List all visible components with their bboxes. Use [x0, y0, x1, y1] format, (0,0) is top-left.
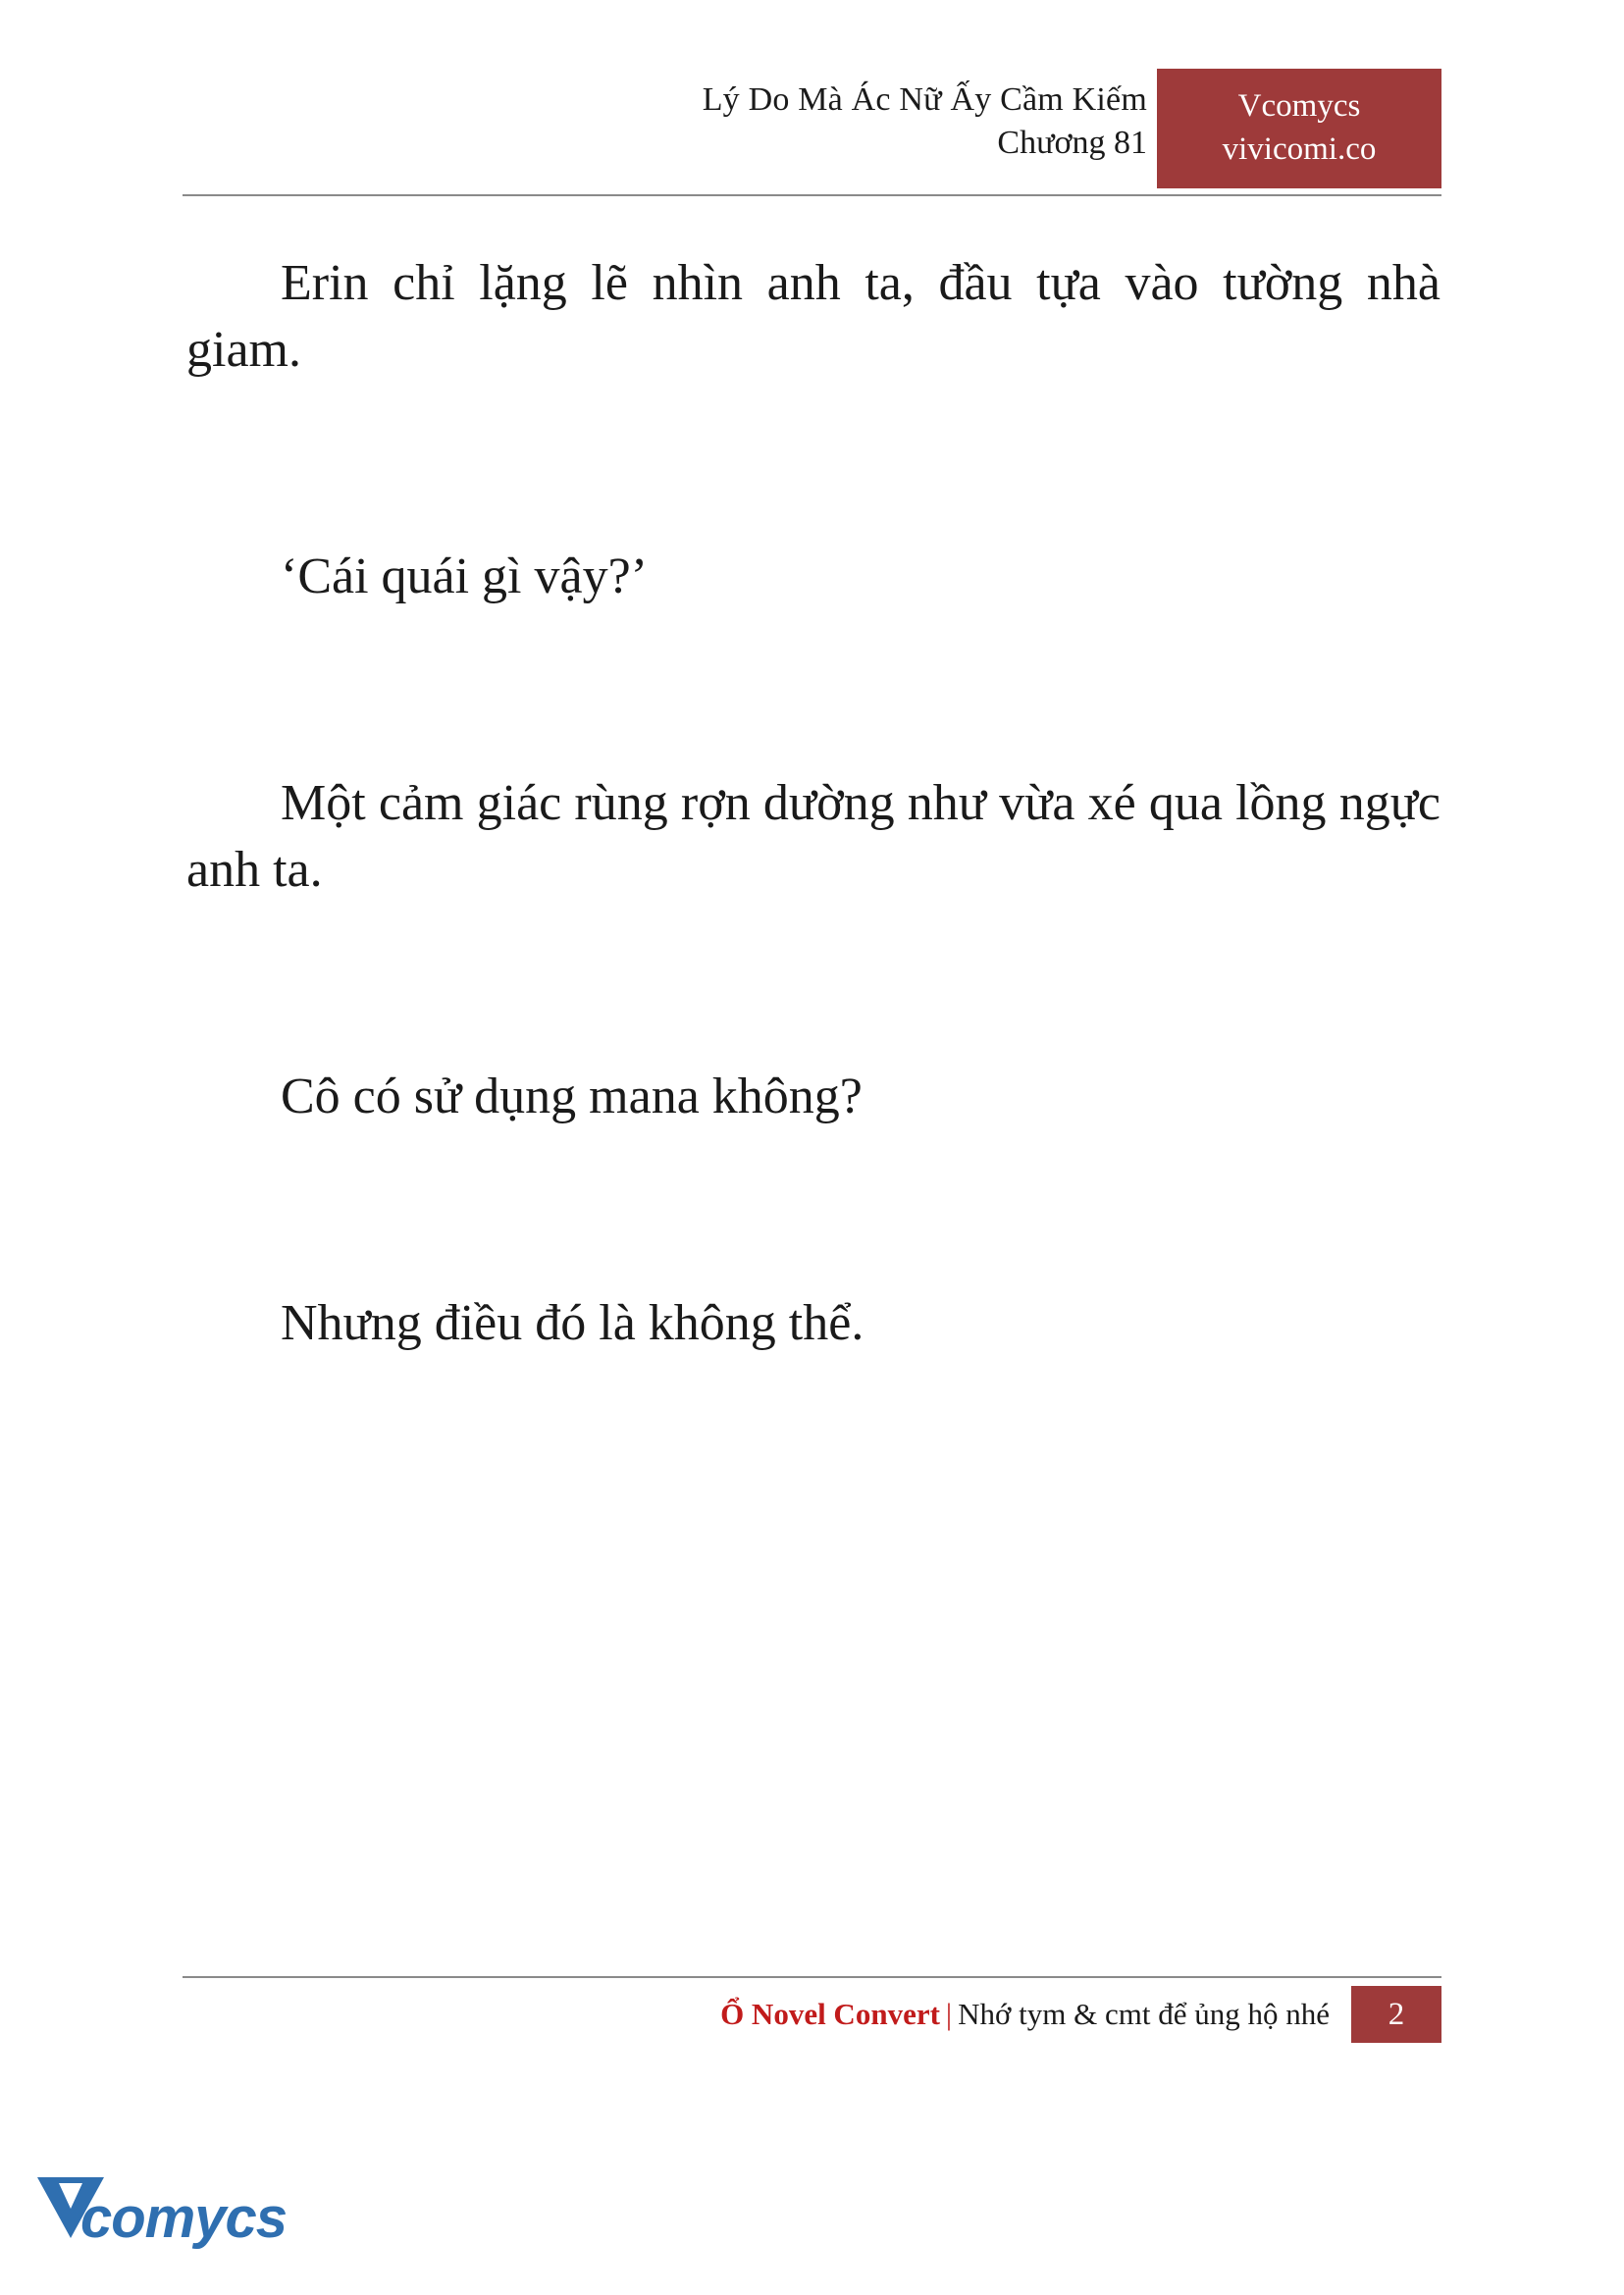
page-number-badge: 2 [1351, 1986, 1441, 2043]
footer-note: Nhớ tym & cmt để ủng hộ nhé [958, 1997, 1330, 2031]
paragraph: ‘Cái quái gì vậy?’ [281, 548, 648, 604]
paragraph: Cô có sử dụng mana không? [281, 1068, 863, 1124]
page-footer [183, 1976, 1441, 2045]
paragraph-spacer [186, 969, 1441, 1064]
header-divider [183, 194, 1441, 196]
watermark-label: comycs [80, 2186, 288, 2250]
header-title-block [703, 78, 1147, 165]
paragraph-spacer [186, 449, 1441, 544]
publisher-name: Vcomycs [1237, 88, 1361, 125]
paragraph: Erin chỉ lặng lẽ nhìn anh ta, đầu tựa vào tường nhà giam. [186, 255, 1441, 378]
paragraph: Nhưng điều đó là không thể. [281, 1294, 864, 1351]
page-header [183, 69, 1441, 194]
paragraph: Một cảm giác rùng rợn dường như vừa xé qua lồng ngực anh ta. [186, 774, 1441, 898]
footer-brand: Ổ Novel Convert [720, 1997, 940, 2031]
publisher-badge [1157, 69, 1441, 188]
paragraph-spacer [186, 1196, 1441, 1290]
vcomycs-watermark-logo [37, 2167, 288, 2266]
paragraph-spacer [186, 676, 1441, 770]
document-title: Lý Do Mà Ác Nữ Ấy Cầm Kiếm [702, 81, 1147, 118]
footer-credit [720, 1997, 1351, 2032]
logo-v-inner-icon [59, 2183, 82, 2209]
footer-separator: | [945, 1997, 953, 2031]
page-content [186, 250, 1441, 1423]
publisher-url: vivicomi.co [1222, 131, 1377, 167]
chapter-label: Chương 81 [997, 125, 1147, 162]
footer-content [720, 1986, 1441, 2043]
footer-divider [183, 1976, 1441, 1978]
